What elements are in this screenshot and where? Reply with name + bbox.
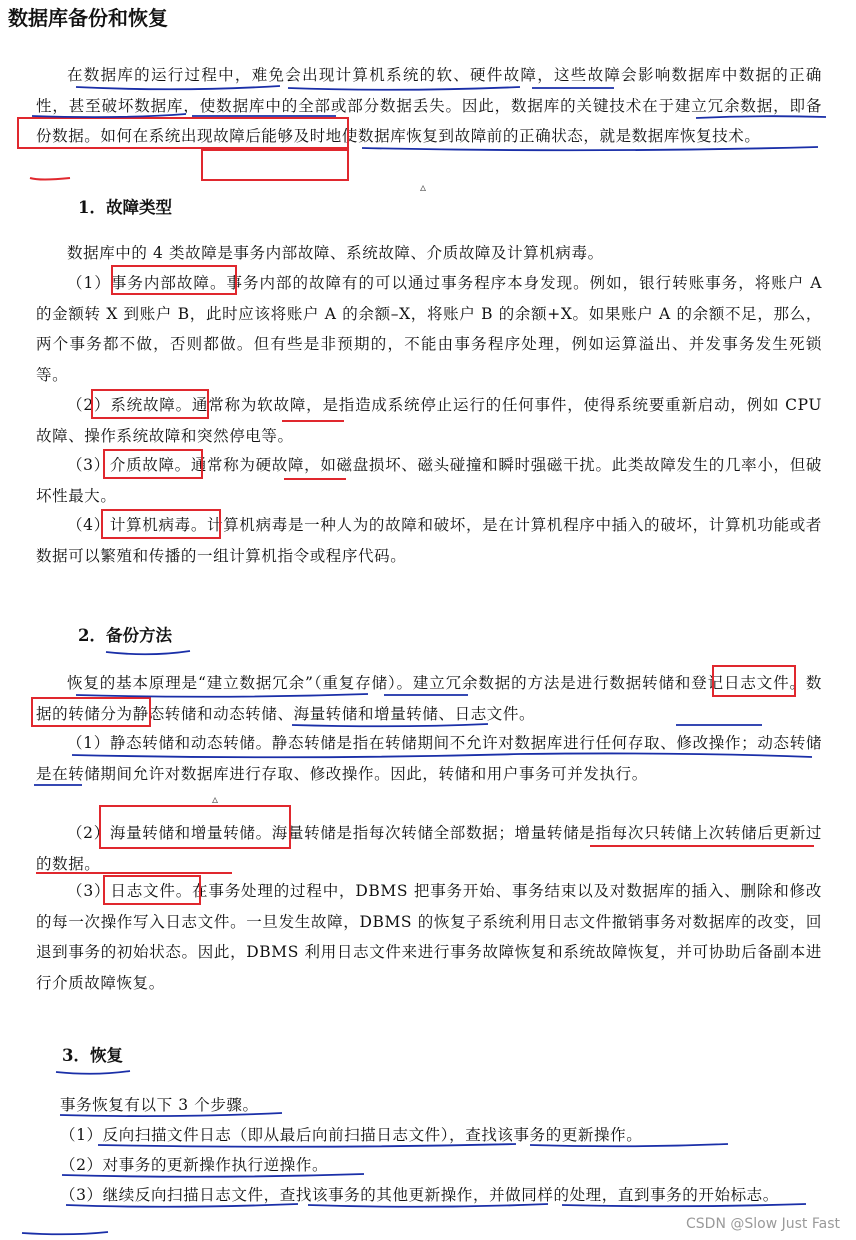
recovery-step-1: （1）反向扫描文件日志（即从最后向前扫描日志文件），查找该事务的更新操作。 [60, 1126, 643, 1144]
csdn-watermark: CSDN @Slow Just Fast [686, 1216, 840, 1232]
section-2-summary: 恢复的基本原理是“建立数据冗余”（重复存储）。建立冗余数据的方法是进行数据转储和登记日志文件。数据的转储分为静态转储和动态转储、海量转储和增量转储、日志文件。 [36, 674, 822, 723]
section-3-heading: 3．恢复 [62, 1046, 123, 1065]
red-underline-annotation [30, 178, 70, 180]
fault-item-system: （2）系统故障。通常称为软故障，是指造成系统停止运行的任何事件，使得系统要重新启动，例如 CPU 故障、操作系统故障和突然停电等。 [36, 396, 822, 445]
section-1-summary: 数据库中的 4 类故障是事务内部故障、系统故障、介质故障及计算机病毒。 [67, 244, 604, 262]
mouse-pointer-icon: ▵ [212, 792, 219, 806]
fault-item-virus: （4）计算机病毒。计算机病毒是一种人为的故障和破坏，是在计算机程序中插入的破坏，计算机功能或者数据可以繁殖和传播的一组计算机指令或程序代码。 [36, 516, 822, 565]
red-box-annotation [202, 150, 348, 180]
recovery-step-3: （3）继续反向扫描日志文件，查找该事务的其他更新操作，并做同样的处理，直到事务的开始标志。 [60, 1186, 779, 1204]
intro-paragraph: 在数据库的运行过程中，难免会出现计算机系统的软、硬件故障，这些故障会影响数据库中数据的正确性，甚至破坏数据库，使数据库中的全部或部分数据丢失。因此，数据库的关键技术在于建立冗余数据，即备份数据。如何在系统出现故障后能够及时地使数据库恢复到故障前的正确状态，就是数据库恢复技术。 [36, 66, 822, 145]
blue-underline-annotation [22, 1232, 108, 1234]
blue-underline-annotation [106, 651, 190, 654]
recovery-step-2: （2）对事务的更新操作执行逆操作。 [60, 1156, 329, 1174]
mouse-pointer-icon: ▵ [420, 180, 427, 194]
section-1-heading: 1．故障类型 [78, 198, 172, 217]
backup-item-full-incremental: （2）海量转储和增量转储。海量转储是指每次转储全部数据；增量转储是指每次只转储上次转储后更新过的数据。 [36, 824, 822, 873]
blue-underline-annotation [56, 1071, 130, 1074]
fault-item-media: （3）介质故障。通常称为硬故障，如磁盘损坏、磁头碰撞和瞬时强磁干扰。此类故障发生的几率小，但破坏性最大。 [36, 456, 822, 505]
backup-item-log-file: （3）日志文件。在事务处理的过程中，DBMS 把事务开始、事务结束以及对数据库的插入、删除和修改的每一次操作写入日志文件。一旦发生故障，DBMS 的恢复子系统利用日志文件撤销事务对数据库的改变，回退到事务的初始状态。因此，DBMS 利用日志文件来进行事务故障恢复和系统故障恢复，并可协助后备副本进行介质故障恢复。 [36, 882, 822, 992]
page-title: 数据库备份和恢复 [8, 6, 168, 30]
section-2-heading: 2．备份方法 [78, 626, 172, 645]
fault-item-transaction: （1）事务内部故障。事务内部的故障有的可以通过事务程序本身发现。例如，银行转账事务，将账户 A 的金额转 X 到账户 B，此时应该将账户 A 的余额–X，将账户 B 的余额+X。如果账户 A 的余额不足，那么，两个事务都不做，否则都做。但有些是非预期的，不能由事务程序处理，例如运算溢出、并发事务发生死锁等。 [36, 274, 822, 384]
backup-item-static-dynamic: （1）静态转储和动态转储。静态转储是指在转储期间不允许对数据库进行任何存取、修改操作；动态转储是在转储期间允许对数据库进行存取、修改操作。因此，转储和用户事务可并发执行。 [36, 734, 822, 783]
section-3-summary: 事务恢复有以下 3 个步骤。 [60, 1096, 259, 1114]
